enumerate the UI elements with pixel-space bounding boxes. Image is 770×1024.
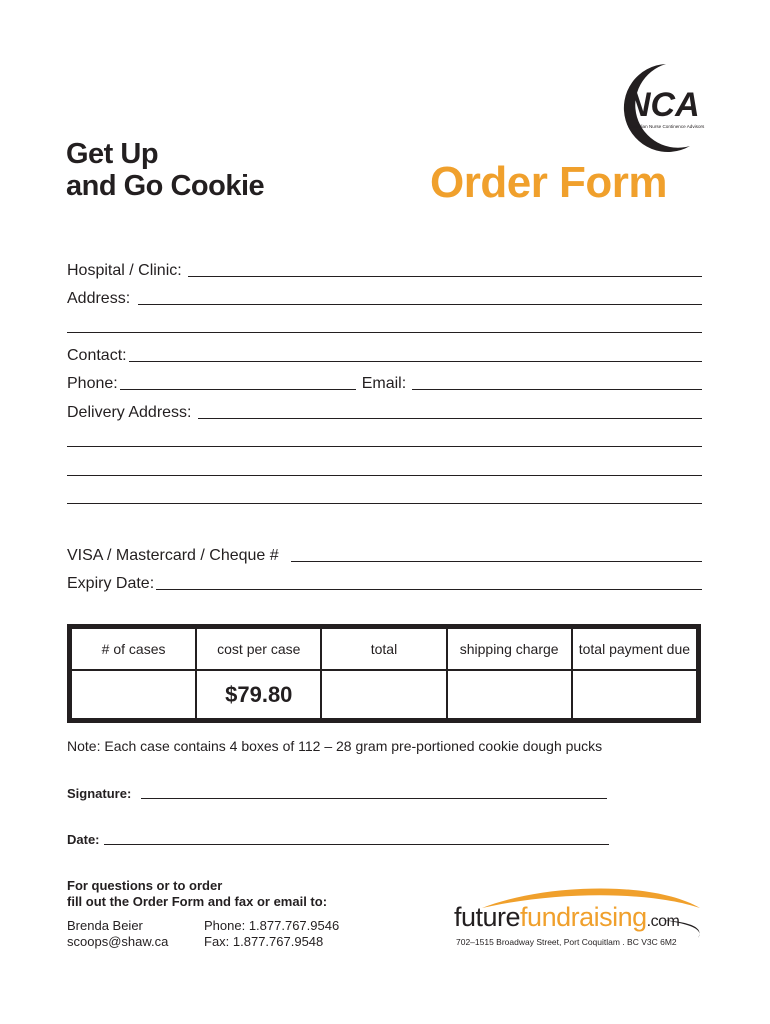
contact-person: [67, 918, 168, 950]
contact-field[interactable]: [67, 343, 702, 365]
nca-logo-text: NCA: [626, 86, 700, 124]
wordmark-fundraising: fundraising: [520, 902, 647, 932]
payment-label: VISA / Mastercard / Cheque #: [67, 547, 279, 564]
contact-input-line[interactable]: [129, 345, 702, 362]
product-title: [66, 138, 264, 202]
cell-total-due[interactable]: [572, 670, 697, 719]
delivery-line-3[interactable]: [67, 475, 702, 476]
header-cost: cost per case: [196, 628, 321, 670]
table-header-row: [71, 628, 697, 670]
hospital-input-line[interactable]: [188, 260, 702, 277]
address-label: Address:: [67, 290, 131, 307]
date-field[interactable]: [67, 832, 609, 847]
wordmark-com: .com: [646, 913, 680, 930]
date-input-line[interactable]: [104, 832, 609, 845]
contact-numbers: [204, 918, 339, 950]
hospital-field[interactable]: [67, 258, 702, 280]
delivery-line-4[interactable]: [67, 503, 702, 504]
cell-cost: $79.80: [196, 670, 321, 719]
payment-input-line[interactable]: [291, 545, 702, 562]
email-label: Email:: [361, 375, 407, 392]
delivery-line-2[interactable]: [67, 446, 702, 447]
delivery-input-line[interactable]: [198, 402, 703, 419]
header-total: total: [321, 628, 446, 670]
table-row: [71, 670, 697, 719]
address-line-2[interactable]: [67, 332, 702, 333]
cell-total[interactable]: [321, 670, 446, 719]
cell-shipping[interactable]: [447, 670, 572, 719]
nca-logo-tagline: Canadian Nurse Continence Advisors: [628, 124, 705, 129]
form-title: Order Form: [430, 158, 668, 207]
contact-name: Brenda Beier: [67, 918, 143, 933]
signature-field[interactable]: [67, 786, 607, 801]
futurefundraising-logo: [452, 884, 712, 954]
expiry-label: Expiry Date:: [67, 575, 155, 592]
delivery-field[interactable]: [67, 400, 702, 422]
phone-label: Phone:: [67, 375, 118, 392]
cell-cases[interactable]: [71, 670, 196, 719]
phone-input-line[interactable]: [120, 373, 356, 390]
contact-phone: Phone: 1.877.767.9546: [204, 918, 340, 933]
phone-email-field[interactable]: [67, 371, 702, 393]
contact-fax: Fax: 1.877.767.9548: [204, 934, 324, 949]
case-note: Note: Each case contains 4 boxes of 112 – 28 gram pre-portioned cookie dough pucks: [67, 738, 603, 754]
address-field[interactable]: [67, 286, 702, 308]
contact-heading-line2: fill out the Order Form and fax or email to:: [67, 894, 328, 909]
address-input-line[interactable]: [138, 288, 702, 305]
expiry-input-line[interactable]: [156, 573, 702, 590]
header-total-due: total payment due: [572, 628, 697, 670]
contact-label: Contact:: [67, 347, 127, 364]
email-input-line[interactable]: [412, 373, 702, 390]
signature-label: Signature:: [67, 786, 132, 801]
wordmark-future: future: [454, 902, 521, 932]
header-cases: # of cases: [71, 628, 196, 670]
product-title-line1: Get Up: [66, 138, 159, 170]
order-table: [67, 624, 701, 723]
expiry-field[interactable]: [67, 571, 702, 593]
hospital-label: Hospital / Clinic:: [67, 262, 182, 279]
date-label: Date:: [67, 832, 100, 847]
delivery-label: Delivery Address:: [67, 404, 192, 421]
signature-input-line[interactable]: [141, 786, 607, 799]
payment-field[interactable]: [67, 543, 702, 565]
futurefundraising-wordmark: [454, 902, 679, 933]
nca-logo: [606, 58, 710, 158]
contact-heading: [67, 878, 327, 910]
header-shipping: shipping charge: [447, 628, 572, 670]
contact-email[interactable]: scoops@shaw.ca: [67, 934, 169, 949]
contact-heading-line1: For questions or to order: [67, 878, 223, 893]
company-address: 702–1515 Broadway Street, Port Coquitlam . BC V3C 6M2: [456, 937, 677, 947]
product-title-line2: and Go Cookie: [66, 170, 265, 202]
